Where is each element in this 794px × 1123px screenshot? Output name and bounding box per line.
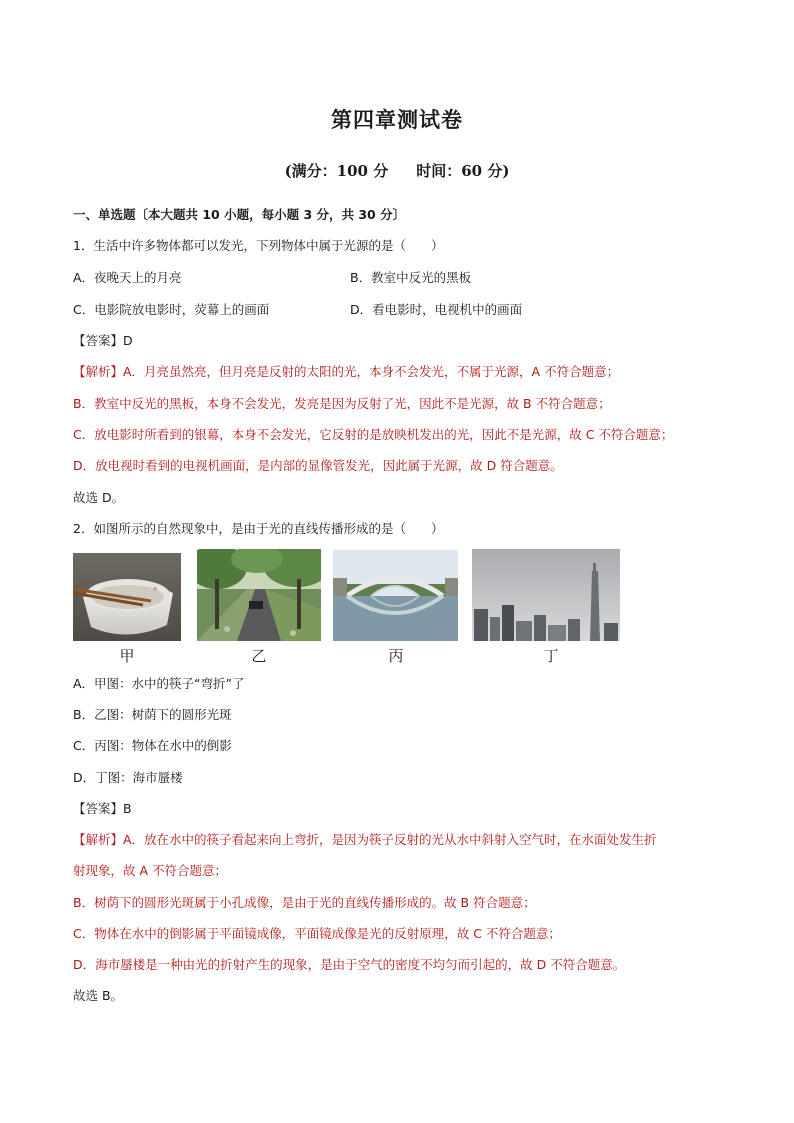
photo-bridge-reflection: [333, 550, 458, 641]
caption-jia: 甲: [119, 647, 135, 665]
q1-option-b: B．教室中反光的黑板: [350, 270, 472, 285]
q1-stem: 1．生活中许多物体都可以发光，下列物体中属于光源的是（ ）: [73, 238, 444, 253]
q2-option-b: B．乙图：树荫下的圆形光斑: [73, 707, 232, 722]
q2-conclusion: 故选 B。: [73, 988, 124, 1003]
q2-option-a: A．甲图：水中的筷子“弯折”了: [73, 676, 245, 691]
photo-tree-shadow-road: [197, 549, 321, 641]
photo-chopsticks-in-bowl: [73, 553, 181, 641]
q2-option-c: C．丙图：物体在水中的倒影: [73, 738, 232, 753]
q1-analysis-c: C．放电影时所看到的银幕，本身不会发光，它反射的是放映机发出的光，因此不是光源，故 C 不符合题意；: [73, 427, 674, 442]
q1-option-a: A．夜晚天上的月亮: [73, 270, 182, 285]
q1-analysis-a: 【解析】A．月亮虽然亮，但月亮是反射的太阳的光，本身不会发光，不属于光源，A 不符合题意；: [73, 364, 620, 379]
q2-analysis-a-line2: 射现象，故 A 不符合题意；: [73, 863, 227, 878]
q2-analysis-b: B．树荫下的圆形光斑属于小孔成像，是由于光的直线传播形成的。故 B 符合题意；: [73, 895, 536, 910]
q2-answer: 【答案】B: [73, 801, 132, 816]
caption-yi: 乙: [251, 647, 267, 665]
q1-conclusion: 故选 D。: [73, 490, 125, 505]
exam-time: 时间：60 分): [416, 162, 510, 180]
caption-ding: 丁: [543, 647, 559, 665]
q1-option-d: D．看电影时，电视机中的画面: [350, 302, 523, 317]
q2-analysis-d: D．海市蜃楼是一种由光的折射产生的现象，是由于空气的密度不均匀而引起的，故 D 不符合题意。: [73, 957, 626, 972]
page-title: 第四章测试卷: [331, 107, 463, 132]
q1-analysis-b: B．教室中反光的黑板，本身不会发光，发亮是因为反射了光，因此不是光源，故 B 不符合题意；: [73, 396, 611, 411]
q1-analysis-d: D．放电视时看到的电视机画面，是内部的显像管发光，因此属于光源，故 D 符合题意。: [73, 458, 563, 473]
full-score: (满分：100 分: [284, 162, 389, 180]
q2-analysis-c: C．物体在水中的倒影属于平面镜成像，平面镜成像是光的反射原理，故 C 不符合题意；: [73, 926, 561, 941]
photo-city-mirage: [472, 549, 620, 641]
section-heading: 一、单选题〔本大题共 10 小题，每小题 3 分，共 30 分〕: [73, 207, 406, 222]
caption-bing: 丙: [388, 647, 404, 665]
q2-analysis-a-line1: 【解析】A．放在水中的筷子看起来向上弯折，是因为筷子反射的光从水中斜射入空气时，在水面处发生折: [73, 832, 657, 847]
q2-option-d: D．丁图：海市蜃楼: [73, 770, 183, 785]
q1-option-c: C．电影院放电影时，荧幕上的画面: [73, 302, 270, 317]
q2-stem: 2．如图所示的自然现象中，是由于光的直线传播形成的是（ ）: [73, 521, 444, 536]
score-time-line: [0, 160, 794, 181]
q1-answer: 【答案】D: [73, 333, 133, 348]
